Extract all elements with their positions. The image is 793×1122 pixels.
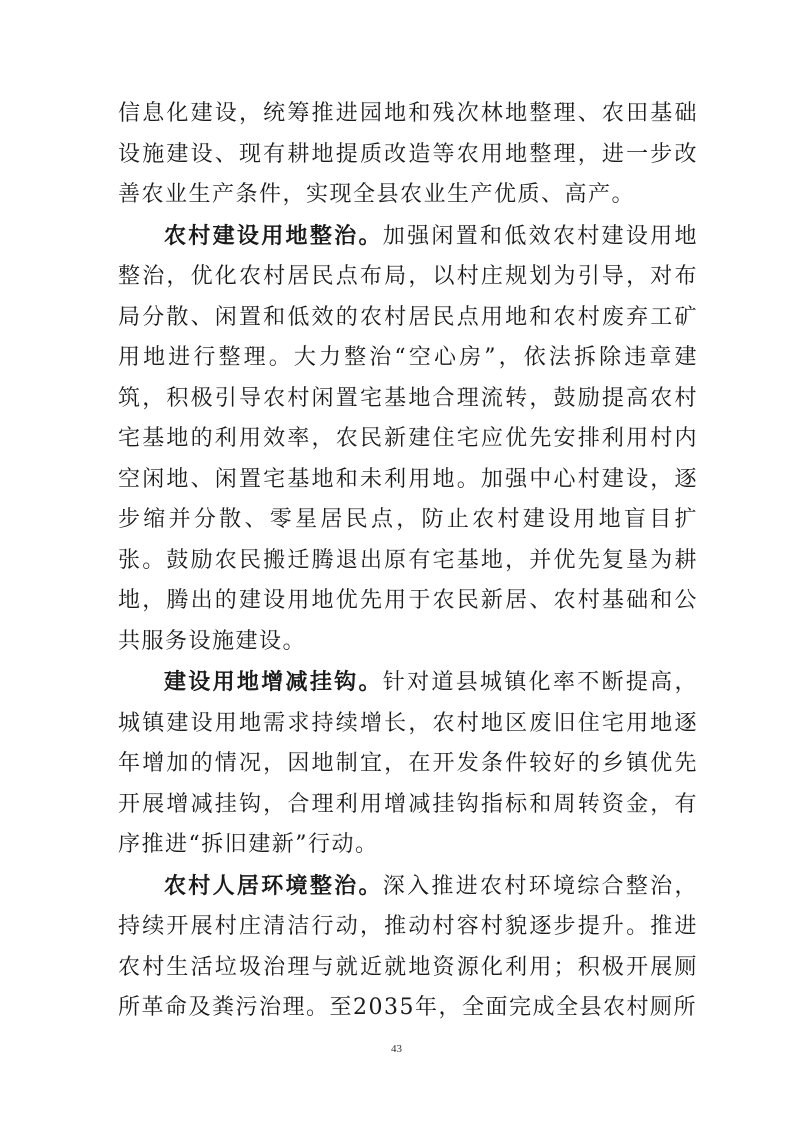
- paragraph-text: 深入推进农村环境综合整治，持续开展村庄清洁行动，推动村容村貌逐步提升。推进农村生活垃圾治理与就近就地资源化利用；积极开展厕所革命及粪污治理。至2035年，全面完成全县农村厕所: [118, 873, 698, 1020]
- page-number: 43: [391, 1043, 402, 1055]
- paragraph-text: 针对道县城镇化率不断提高，城镇建设用地需求持续增长，农村地区废旧住宅用地逐年增加的情况，因地制宜，在开发条件较好的乡镇优先开展增减挂钩，合理利用增减挂钩指标和周转资金，有序推进“拆旧建新”行动。: [118, 670, 698, 857]
- paragraph-continuation: [118, 94, 698, 216]
- paragraph-heading: 建设用地增减挂钩。: [164, 669, 383, 695]
- body-text: [118, 94, 698, 1029]
- paragraph-rural-construction-land: [118, 216, 698, 663]
- paragraph-text: 信息化建设，统筹推进园地和残次林地整理、农田基础设施建设、现有耕地提质改造等农用地整理，进一步改善农业生产条件，实现全县农业生产优质、高产。: [118, 101, 698, 207]
- paragraph-living-environment: [118, 866, 698, 1029]
- paragraph-land-linkage: [118, 662, 698, 866]
- paragraph-heading: 农村人居环境整治。: [164, 872, 383, 899]
- paragraph-text: 加强闲置和低效农村建设用地整治，优化农村居民点布局，以村庄规划为引导，对布局分散、闲置和低效的农村居民点用地和农村废弃工矿用地进行整理。大力整治“空心房”，依法拆除违章建筑，积极引导农村闲置宅基地合理流转，鼓励提高农村宅基地的利用效率，农民新建住宅应优先安排利用村内空闲地、闲置宅基地和未利用地。加强中心村建设，逐步缩并分散、零星居民点，防止农村建设用地盲目扩张。鼓励农民搬迁腾退出原有宅基地，并优先复垦为耕地，腾出的建设用地优先用于农民新居、农村基础和公共服务设施建设。: [118, 223, 698, 654]
- paragraph-heading: 农村建设用地整治。: [164, 222, 383, 249]
